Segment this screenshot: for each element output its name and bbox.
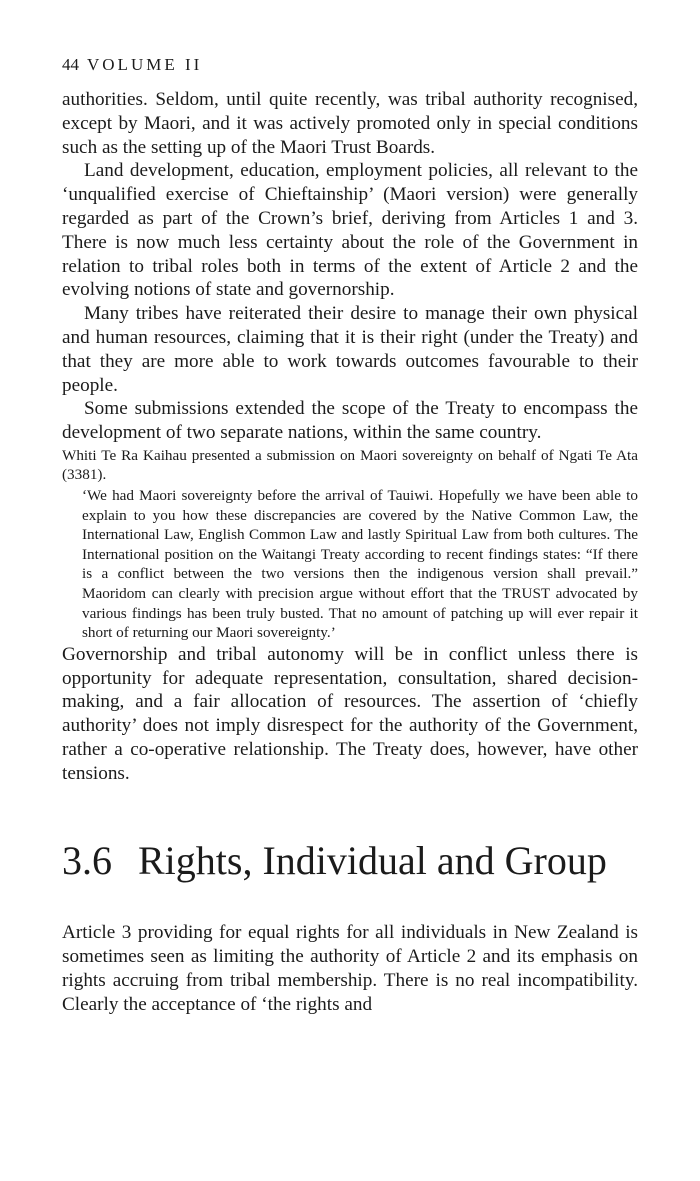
section-paragraph-1: Article 3 providing for equal rights for all individuals in New Zealand is sometimes seen as limiting the authority of Article 2 and its emphasis on rights accruing from tribal membership. There is no real incompatibility. Clearly the acceptance of ‘the rights and bbox=[62, 922, 638, 1015]
page-number: 44 bbox=[62, 55, 79, 74]
document-page bbox=[62, 54, 638, 1017]
body-paragraph-2: Land development, education, employment policies, all relevant to the ‘unqualified exercise of Chieftainship’ (Maori version) were generally regarded as part of the Crown’s brief, deriving from Articles 1 and 3. There is now much less certainty about the role of the Government in relation to tribal roles both in terms of the extent of Article 2 and the evolving notions of state and governorship. bbox=[62, 160, 638, 301]
body-paragraph-3: Many tribes have reiterated their desire to manage their own physical and human resources, claiming that it is their right (under the Treaty) and that they are more able to work towards outcomes favourable to their people. bbox=[62, 303, 638, 396]
body-paragraph-5: Governorship and tribal autonomy will be in conflict unless there is opportunity for adequate representation, consultation, shared decision-making, and a fair allocation of resources. The assertion of ‘chiefly authority’ does not imply disrespect for the authority of the Government, rather a co-operative relationship. The Treaty does, however, have other tensions. bbox=[62, 643, 638, 784]
section-title: Rights, Individual and Group bbox=[138, 838, 607, 884]
body-paragraph-4: Some submissions extended the scope of the Treaty to encompass the development of two separate nations, within the same country. bbox=[62, 398, 638, 444]
quote-introduction: Whiti Te Ra Kaihau presented a submission on Maori sovereignty on behalf of Ngati Te Ata (3381). bbox=[62, 446, 638, 484]
body-paragraph-1: authorities. Seldom, until quite recently, was tribal authority recognised, except by Maori, and it was actively promoted only in special conditions such as the setting up of the Maori Trust Boards. bbox=[62, 89, 638, 158]
section-heading bbox=[62, 837, 638, 885]
block-quote: ‘We had Maori sovereignty before the arrival of Tauiwi. Hopefully we have been able to explain to you how these discrepancies are covered by the Native Common Law, the International Law, English Common Law and lastly Spiritual Law from both cultures. The International position on the Waitangi Treaty according to recent findings states: “If there is a conflict between the two versions then the indigenous version shall prevail.” Maoridom can clearly with precision argue without effort that the TRUST advocated by various findings has been truly busted. That no amount of patching up will ever repair it short of returning our Maori sovereignty.’ bbox=[82, 486, 638, 642]
running-title: VOLUME II bbox=[87, 55, 203, 74]
running-header bbox=[62, 54, 638, 76]
section-number: 3.6 bbox=[62, 838, 112, 884]
